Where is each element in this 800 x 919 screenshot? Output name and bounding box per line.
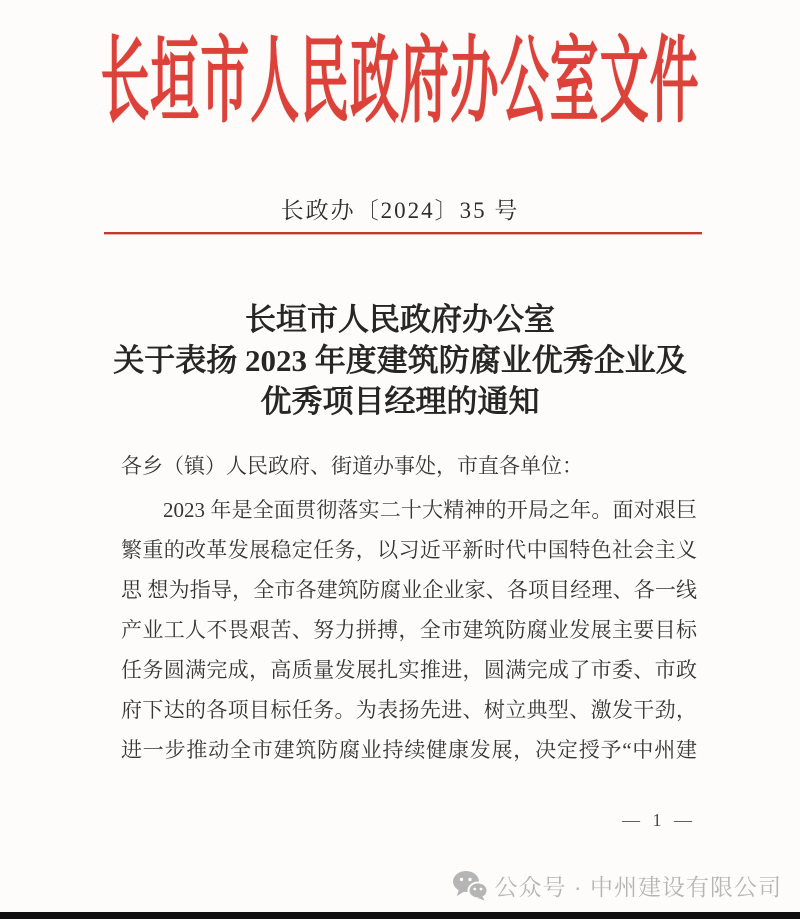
document-title-line3: 优秀项目经理的通知 — [260, 384, 540, 419]
body-line: 进一步推动全市建筑防腐业持续健康发展，决定授予“中州建 — [121, 738, 697, 762]
watermark-text: 公众号 · 中州建设有限公司 — [494, 874, 782, 900]
document-title-line1: 长垣市人民政府办公室 — [245, 302, 555, 337]
document-body — [121, 446, 697, 770]
wechat-watermark — [452, 869, 782, 902]
page-number: — 1 — — [622, 810, 696, 830]
letterhead-banner: 长垣市人民政府办公室文件 — [100, 30, 700, 134]
body-line: 产业工人不畏艰苦、努力拼搏，全市建筑防腐业发展主要目标 — [121, 618, 697, 642]
wechat-icon — [452, 870, 488, 901]
document-title-line2: 关于表扬 2023 年度建筑防腐业优秀企业及 — [113, 343, 687, 378]
body-line: 府下达的各项目标任务。为表扬先进、树立典型、激发干劲， — [121, 698, 697, 722]
salutation-line: 各乡（镇）人民政府、街道办事处，市直各单位： — [121, 454, 583, 478]
bottom-black-bar — [0, 912, 800, 919]
body-line: 2023 年是全面贯彻落实二十大精神的开局之年。面对艰巨 — [163, 498, 697, 522]
document-title — [0, 299, 800, 422]
document-number: 长政办〔2024〕35 号 — [280, 198, 520, 223]
red-divider-line — [104, 232, 702, 235]
body-line: 思 想为指导，全市各建筑防腐业企业家、各项目经理、各一线 — [121, 578, 697, 602]
body-line: 任务圆满完成，高质量发展扎实推进，圆满完成了市委、市政 — [121, 658, 697, 682]
body-line: 繁重的改革发展稳定任务，以习近平新时代中国特色社会主义 — [121, 538, 697, 562]
